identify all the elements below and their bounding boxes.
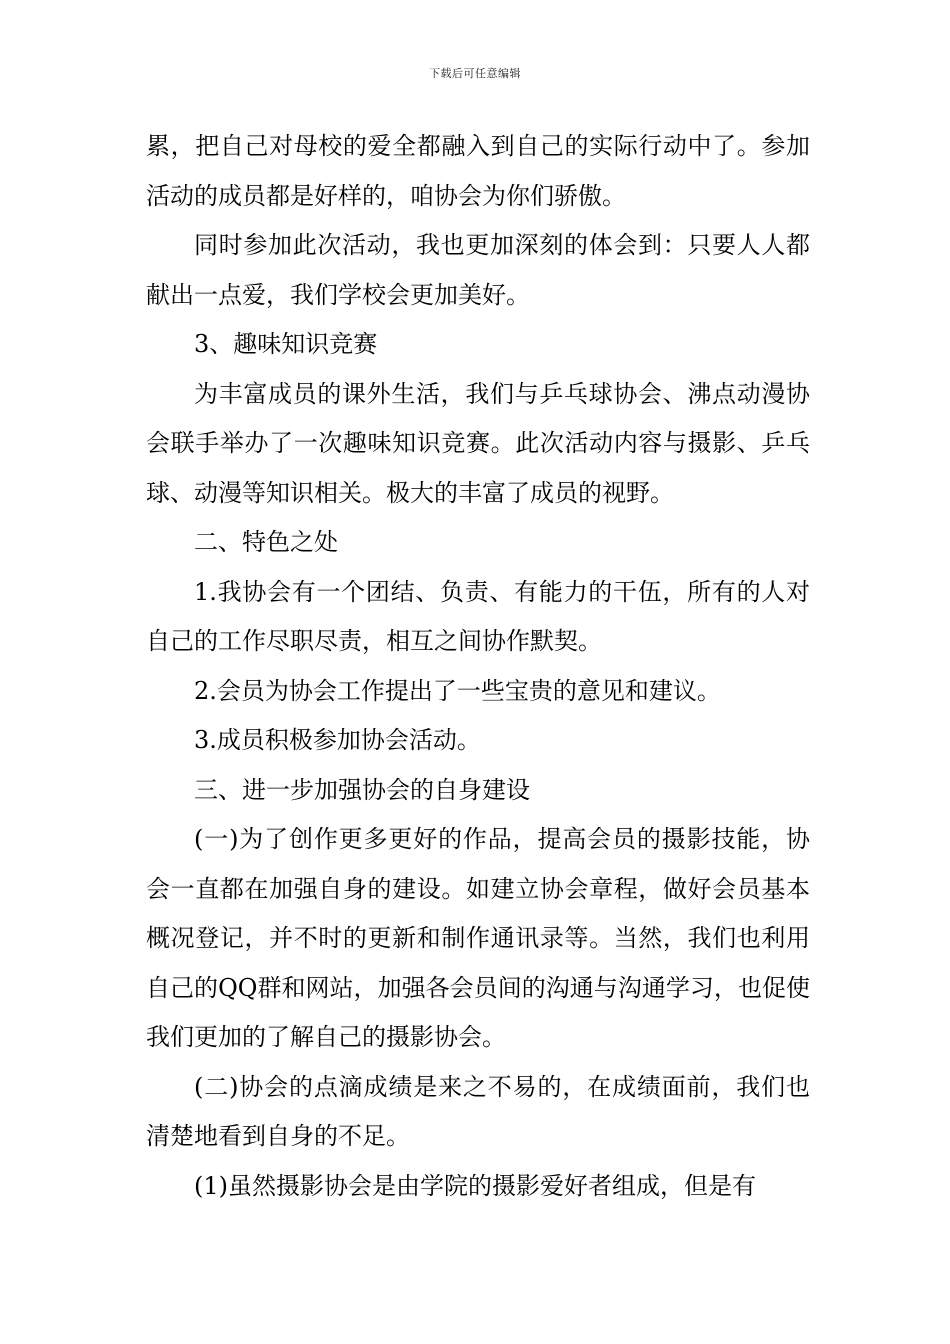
section-heading-construction: 三、进一步加强协会的自身建设 bbox=[194, 775, 530, 804]
list-item-2: 2.会员为协会工作提出了一些宝贵的意见和建议。 bbox=[194, 676, 721, 705]
paragraph-3: 为丰富成员的课外生活，我们与乒乓球协会、沸点动漫协会联手举办了一次趣味知识竞赛。此次活动内容与摄影、乒乓球、动漫等知识相关。极大的丰富了成员的视野。 bbox=[146, 379, 810, 507]
section-heading-features: 二、特色之处 bbox=[194, 528, 338, 556]
paragraph-2: 同时参加此次活动，我也更加深刻的体会到：只要人人都献出一点爱，我们学校会更加美好。 bbox=[146, 231, 810, 309]
paragraph-construction-2: (二)协会的点滴成绩是来之不易的，在成绩面前，我们也清楚地看到自身的不足。 bbox=[146, 1072, 810, 1150]
section-heading-3: 3、趣味知识竞赛 bbox=[194, 330, 378, 358]
paragraph-construction-3: (1)虽然摄影协会是由学院的摄影爱好者组成，但是有 bbox=[194, 1171, 756, 1200]
list-item-3: 3.成员积极参加协会活动。 bbox=[194, 726, 481, 754]
document-body bbox=[146, 122, 810, 1211]
page-header: 下载后可任意编辑 bbox=[429, 67, 521, 80]
list-item-1: 1.我协会有一个团结、负责、有能力的干伍，所有的人对自己的工作尽职尽责，相互之间协作默契。 bbox=[146, 577, 810, 655]
paragraph-construction-1: (一)为了创作更多更好的作品，提高会员的摄影技能，协会一直都在加强自身的建设。如建立协会章程，做好会员基本概况登记，并不时的更新和制作通讯录等。当然，我们也利用自己的QQ群和网站，加强各会员间的沟通与沟通学习，也促使我们更加的了解自己的摄影协会。 bbox=[146, 825, 810, 1051]
paragraph-1: 累，把自己对母校的爱全都融入到自己的实际行动中了。参加活动的成员都是好样的，咱协会为你们骄傲。 bbox=[146, 132, 810, 210]
